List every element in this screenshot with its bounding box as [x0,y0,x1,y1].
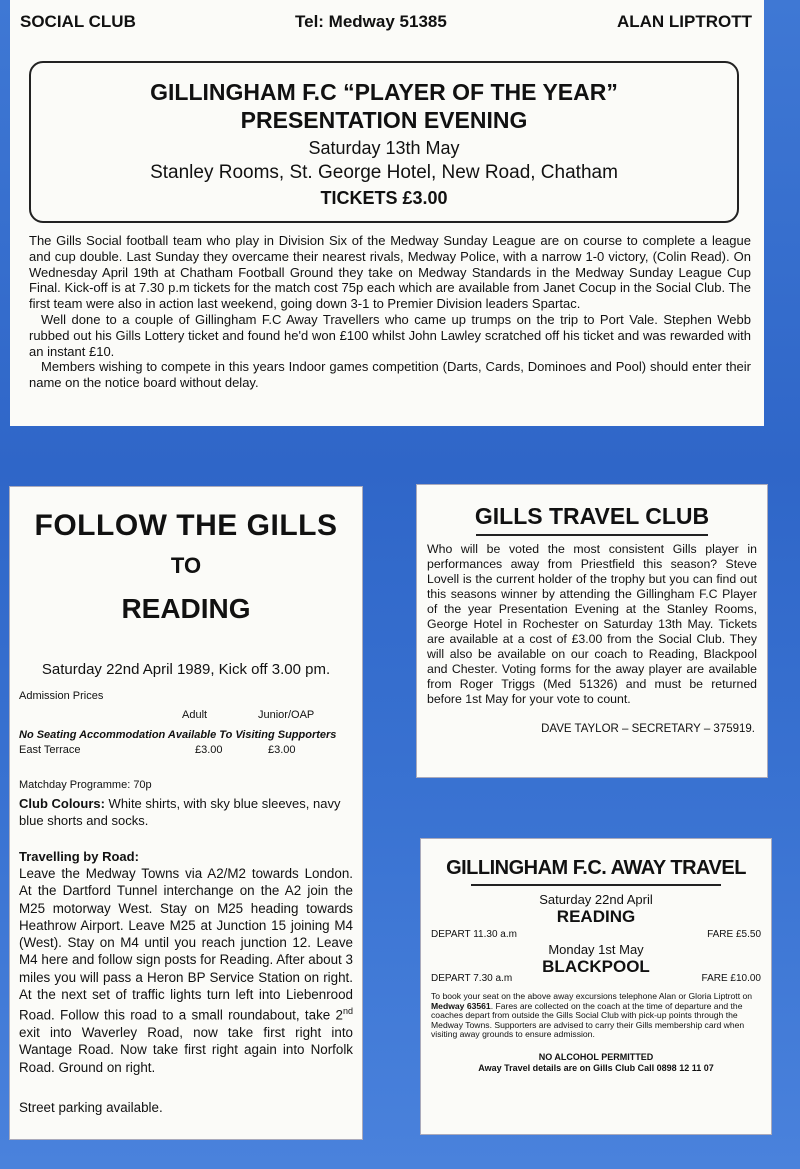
club-call-details: Away Travel details are on Gills Club Call 0898 12 11 07 [478,1062,714,1073]
title-divider [476,534,708,536]
junior-column-header: Junior/OAP [258,709,315,721]
ordinal-suffix: nd [342,1006,353,1017]
trip2-date: Monday 1st May [548,942,644,957]
article-paragraph: Members wishing to compete in this years Indoor games competition (Darts, Cards, Dominoes and Pool) should enter their name on the notice board without delay. [29,359,751,391]
road-directions [19,865,353,1076]
club-colours-text: White shirts, with sky blue sleeves, navy blue shorts and socks. [19,796,341,828]
trip1-date: Saturday 22nd April [539,892,653,907]
section-label: SOCIAL CLUB [20,12,136,31]
follow-destination: READING [121,593,251,624]
trip2-fare: FARE £10.00 [701,973,761,984]
admission-heading: Admission Prices [19,690,104,702]
club-colours [19,795,353,829]
junior-price: £3.00 [268,744,296,756]
adult-column-header: Adult [182,709,208,721]
travel-by-road-heading: Travelling by Road: [19,849,139,864]
no-seating-notice: No Seating Accommodation Available To Visiting Supporters [19,729,337,741]
trip1-fare: FARE £5.50 [707,929,761,940]
title-divider [471,884,721,886]
follow-to: TO [170,553,202,578]
away-travel-panel [420,838,772,1135]
road-directions-text: Leave the Medway Towns via A2/M2 towards London. At the Dartford Tunnel interchange on the A2 join the M25 motorway West. Stay on M25 heading towards Heathrow Airport. Leave M25 at Junction 15 joining M4 (West). Stay on M4 until you reach junction 12. Leave M4 here and follow sign posts for Reading. After about 3 miles you will pass a Heron BP Service Station on right. At the next set of traffic lights turn left into Liebenrood Road. Follow this road to a small roundabout, take 2 [19,866,353,1023]
booking-note-text-end: . Fares are collected on the coach at the time of departure and the coaches depart from outside the Gills Social Club with pick-up points through the Medway Towns. Supporters are advised to carry their Gills membership card when visiting away grounds to ensure admission. [431,1000,745,1040]
article-paragraph: The Gills Social football team who play in Division Six of the Medway Sunday League are on course to complete a league and cup double. Last Sunday they overcame their nearest rivals, Medway Police, with a narrow 1-0 victory, (Colin Read). On Wednesday April 19th at Chatham Football Ground they take on Medway Standards in the Medway Sunday League Cup Final. Kick-off is at 7.30 p.m tickets for the match cost 75p each which are available from Janet Cocup in the Social Club. The first team were also in action last weekend, going down 3-1 to Premier Division leaders Spartac. [29,233,751,312]
booking-note-text: To book your seat on the above away excursions telephone Alan or Gloria Liptrott on [431,991,753,1001]
travel-club-title: GILLS TRAVEL CLUB [474,503,710,529]
trip1-details [421,929,771,940]
article-paragraph: Well done to a couple of Gillingham F.C Away Travellers who came up trumps on the trip to Port Vale. Stephen Webb rubbed out his Gills Lottery ticket and found he'd won £100 whilst John Lawley scratched off his ticket and was rewarded with an instant £10. [29,311,751,359]
trip2-departure: DEPART 7.30 a.m [431,973,513,984]
author-name: ALAN LIPTROTT [616,12,752,31]
follow-the-gills-panel [9,486,363,1140]
trip1-departure: DEPART 11.30 a.m [431,929,517,940]
presentation-banner [29,61,739,223]
follow-title: FOLLOW THE GILLS [34,509,338,542]
away-travel-title: GILLINGHAM F.C. AWAY TRAVEL [446,857,746,879]
banner-venue: Stanley Rooms, St. George Hotel, New Road, Chatham [150,162,618,183]
banner-date: Saturday 13th May [308,138,460,158]
road-directions-text-end: exit into Waverley Road, now take first right into Wantage Road. Now take first right again into Norfolk Road. Ground on right. [19,1025,353,1075]
social-article [29,233,751,391]
booking-phone: Medway 63561 [431,1000,491,1011]
terrace-label: East Terrace [19,744,81,756]
banner-subtitle: PRESENTATION EVENING [240,107,528,133]
adult-price: £3.00 [195,744,223,756]
secretary-signature: DAVE TAYLOR – SECRETARY – 375919. [541,723,755,735]
club-colours-label: Club Colours: [19,796,105,811]
travel-club-panel [416,484,768,778]
trip2-destination: BLACKPOOL [542,957,650,976]
parking-note: Street parking available. [19,1100,163,1115]
travel-club-body: Who will be voted the most consistent Gills player in performances away from Priestfield this season? Steve Lovell is the current holder of the trophy but you can find out this seasons winner by attending the Gillingham F.C Player of the year Presentation Evening at the Stanley Rooms, George Hotel in Rochester on Saturday 13th May. Tickets are available at a cost of £3.00 from the Social Club. They will also be available on our coach to Reading, Blackpool and Chester. Voting forms for the away player are available from Roger Triggs (Med 51326) and must be returned before 1st May for your vote to count. [427,542,757,706]
telephone-label: Tel: Medway 51385 [295,12,447,31]
programme-price: Matchday Programme: 70p [19,779,152,791]
banner-tickets: TICKETS £3.00 [320,188,448,208]
banner-title: GILLINGHAM F.C “PLAYER OF THE YEAR” [150,79,618,105]
match-date: Saturday 22nd April 1989, Kick off 3.00 pm. [41,661,331,678]
social-club-panel [10,0,764,426]
alcohol-notice: NO ALCOHOL PERMITTED [538,1051,654,1062]
trip1-destination: READING [556,907,636,926]
booking-note [431,992,761,1040]
